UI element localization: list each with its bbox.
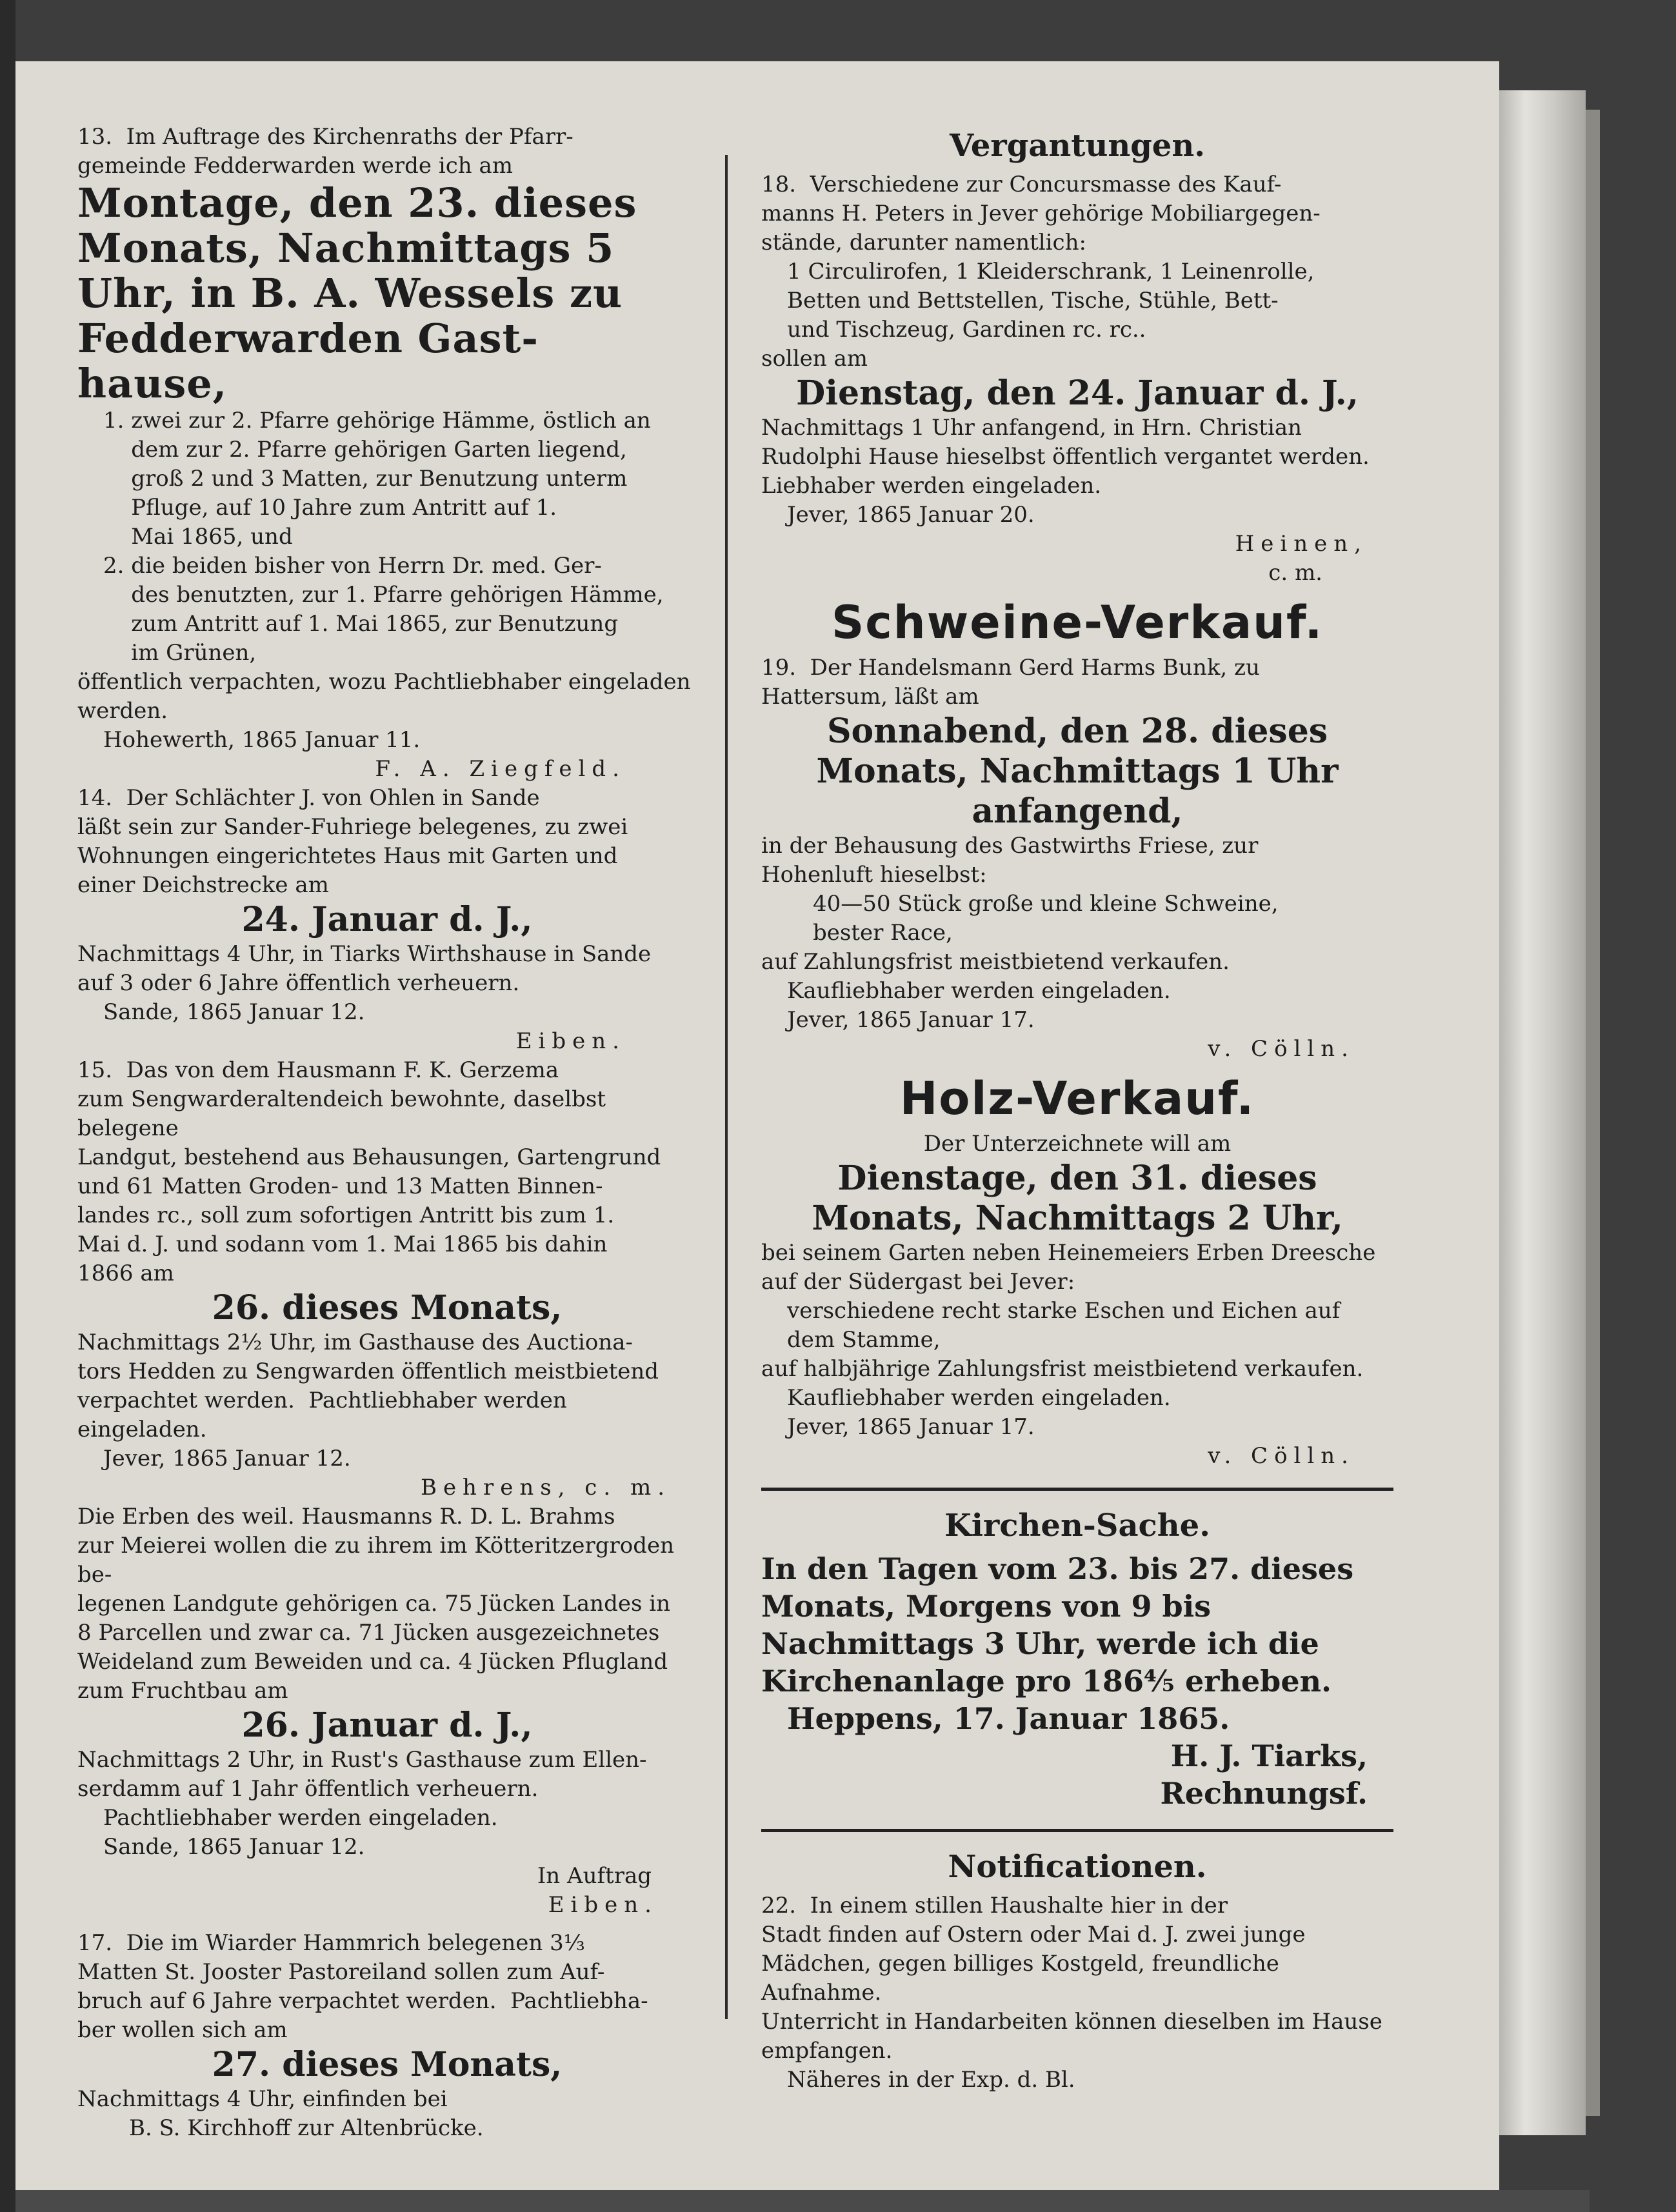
notice-18-date: Dienstag, den 24. Januar d. J., [796,374,1359,413]
notice-17-date: 27. dieses Monats, [212,2045,563,2084]
notice-20-intro: Der Unterzeichnete will am [923,1131,1232,1157]
notice-19-text-2: in der Behausung des Gastwirths Friese, zur Hohenluft hieselbst: [761,833,1259,888]
notice-13-closing: öffentlich verpachten, wozu Pachtliebhaber eingeladen werden. [77,669,691,724]
left-column [77,123,697,2143]
notice-20-place-date: Jever, 1865 Januar 17. [787,1414,1035,1440]
notice-15-date: 26. dieses Monats, [212,1288,563,1328]
notice-20-text-3: Kaufliebhaber werden eingeladen. [787,1385,1171,1411]
notice-18-signature-line-2: c. m. [1268,560,1322,586]
notice-19-text: 19. Der Handelsmann Gerd Harms Bunk, zu Hattersum, läßt am [761,655,1260,710]
notice-13-item-2: 2. die beiden bisher von Herrn Dr. med. Ger- des benutzten, zur 1. Pfarre gehörigen Hämme, zum Antritt auf 1. Mai 1865, zur Benutzung im Grünen, [103,553,664,666]
notice-17-signature: B. S. Kirchhoff zur Altenbrücke. [129,2115,484,2141]
notice-18-sollen: sollen am [761,346,868,372]
notice-13-signature: F. A. Ziegfeld. [375,756,626,782]
section-heading-notices: Notificationen. [948,1849,1207,1885]
right-column [761,123,1393,2095]
scan-background-bottom [15,2190,1590,2212]
notice-19-items: 40—50 Stück große und kleine Schweine, bester Race, [813,891,1279,946]
notice-16-date: 26. Januar d. J., [241,1706,533,1745]
notice-16-text-2: Nachmittags 2 Uhr, in Rust's Gasthause zum Ellen- serdamm auf 1 Jahr öffentlich verheuern. [77,1747,647,1802]
notice-21-place-date: Heppens, 17. Januar 1865. [787,1701,1230,1736]
notice-13-place-date: Hohewerth, 1865 Januar 11. [103,727,421,753]
notice-16-text-3: Pachtliebhaber werden eingeladen. [103,1805,498,1831]
notice-13-date: Montage, den 23. dieses Monats, Nachmittags 5 Uhr, in B. A. Wessels zu Fedderwarden Gast- hause, [77,179,637,407]
book-cover-edge [1586,110,1600,2116]
scan-background-left [0,0,15,2212]
notice-21-text: In den Tagen vom 23. bis 27. dieses Monats, Morgens von 9 bis Nachmittags 3 Uhr, werde ich die Kirchenanlage pro 186⁴⁄₅ erheben. [761,1551,1354,1699]
notice-15-signature: Behrens, c. m. [420,1475,671,1500]
ad-title-pig-sale: Schweine-Verkauf. [831,596,1324,649]
notice-16-signature-line-2: Eiben. [548,1892,658,1918]
notice-17-text-2: Nachmittags 4 Uhr, einfinden bei [77,2086,448,2112]
notice-14-signature: Eiben. [515,1028,626,1054]
notice-22-text: 22. In einem stillen Haushalte hier in der Stadt finden auf Ostern oder Mai d. J. zwei junge Mädchen, gegen billiges Kostgeld, freundliche Aufnahme. Unterricht in Handarbeiten können dieselben im Hause empfangen. [761,1893,1382,2064]
notice-14-date: 24. Januar d. J., [241,900,533,939]
notice-20-text: bei seinem Garten neben Heinemeiers Erben Dreesche auf der Südergast bei Jever: [761,1240,1376,1295]
column-divider [725,155,728,2019]
notice-21-signature-line-2: Rechnungsf. [1160,1776,1368,1811]
notice-19-date: Sonnabend, den 28. dieses Monats, Nachmittags 1 Uhr anfangend, [816,712,1339,831]
notice-16-signature-line-1: In Auftrag [537,1863,652,1889]
notice-14-text: 14. Der Schlächter J. von Ohlen in Sande läßt sein zur Sander-Fuhriege belegenes, zu zwei Wohnungen eingerichtetes Haus mit Garten und einer Deichstrecke am [77,785,628,898]
section-rule-2 [761,1829,1393,1832]
notice-15-text-2: Nachmittags 2½ Uhr, im Gasthause des Auctiona- tors Hedden zu Sengwarden öffentlich meistbietend verpachtet werden. Pachtliebhaber werden eingeladen. [77,1330,659,1442]
book-page-edges [1499,90,1586,2135]
notice-15-place-date: Jever, 1865 Januar 12. [103,1446,351,1471]
notice-18-text-2: Nachmittags 1 Uhr anfangend, in Hrn. Christian Rudolphi Hause hieselbst öffentlich vergantet werden. Liebhaber werden eingeladen. [761,415,1370,499]
notice-16-place-date: Sande, 1865 Januar 12. [103,1834,365,1860]
notice-19-place-date: Jever, 1865 Januar 17. [787,1007,1035,1033]
ad-title-wood-sale: Holz-Verkauf. [899,1072,1255,1125]
notice-17-text: 17. Die im Wiarder Hammrich belegenen 3⅓ Matten St. Jooster Pastoreiland sollen zum Auf- bruch auf 6 Jahre verpachtet werden. Pachtliebha- ber wollen sich am [77,1930,648,2043]
notice-18-place-date: Jever, 1865 Januar 20. [787,502,1035,528]
notice-18-text: 18. Verschiedene zur Concursmasse des Kauf- manns H. Peters in Jever gehörige Mobiliargegen- stände, darunter namentlich: [761,172,1321,255]
notice-19-signature: v. Cölln. [1208,1036,1355,1062]
section-heading-church: Kirchen-Sache. [944,1508,1210,1544]
section-rule-1 [761,1488,1393,1491]
notice-14-text-2: Nachmittags 4 Uhr, in Tiarks Wirthshause in Sande auf 3 oder 6 Jahre öffentlich verheuern. [77,941,652,996]
notice-21-signature-line-1: H. J. Tiarks, [1170,1739,1368,1773]
notice-22-text-2: Näheres in der Exp. d. Bl. [787,2067,1075,2093]
notice-15-text: 15. Das von dem Hausmann F. K. Gerzema zum Sengwarderaltendeich bewohnte, daselbst belegene Landgut, bestehend aus Behausungen, Gartengrund und 61 Matten Groden- und 13 Matten Binnen- landes rc., soll zum sofortigen Antritt bis zum 1. Mai d. J. und sodann vom 1. Mai 1865 bis dahin 1866 am [77,1057,661,1286]
notice-18-items: 1 Circulirofen, 1 Kleiderschrank, 1 Leinenrolle, Betten und Bettstellen, Tische, Stühle, Bett- und Tischzeug, Gardinen rc. rc.. [787,259,1315,343]
notice-19-text-4: Kaufliebhaber werden eingeladen. [787,978,1171,1004]
notice-13-item-1: 1. zwei zur 2. Pfarre gehörige Hämme, östlich an dem zur 2. Pfarre gehörigen Garten liegend, groß 2 und 3 Matten, zur Benutzung unterm Pfluge, auf 10 Jahre zum Antritt auf 1. Mai 1865, und [103,408,651,550]
notice-16-text: Die Erben des weil. Hausmanns R. D. L. Brahms zur Meierei wollen die zu ihrem im Kötteritzergroden be- legenen Landgute gehörigen ca. 75 Jücken Landes in 8 Parcellen und zwar ca. 71 Jücken ausgezeichnetes Weideland zum Beweiden und ca. 4 Jücken Pflugland zum Fruchtbau am [77,1504,675,1704]
notice-19-text-3: auf Zahlungsfrist meistbietend verkaufen. [761,949,1230,975]
notice-20-signature: v. Cölln. [1208,1443,1355,1469]
notice-18-signature-line-1: Heinen, [1235,531,1368,557]
notice-13-intro: 13. Im Auftrage des Kirchenraths der Pfarr- gemeinde Fedderwarden werde ich am [77,124,574,179]
notice-14-place-date: Sande, 1865 Januar 12. [103,999,365,1025]
notice-20-items: verschiedene recht starke Eschen und Eichen auf dem Stamme, [787,1298,1341,1353]
section-heading-auctions: Vergantungen. [950,128,1205,164]
notice-20-date: Dienstage, den 31. dieses Monats, Nachmittags 2 Uhr, [812,1159,1343,1238]
notice-20-text-2: auf halbjährige Zahlungsfrist meistbietend verkaufen. [761,1356,1364,1382]
